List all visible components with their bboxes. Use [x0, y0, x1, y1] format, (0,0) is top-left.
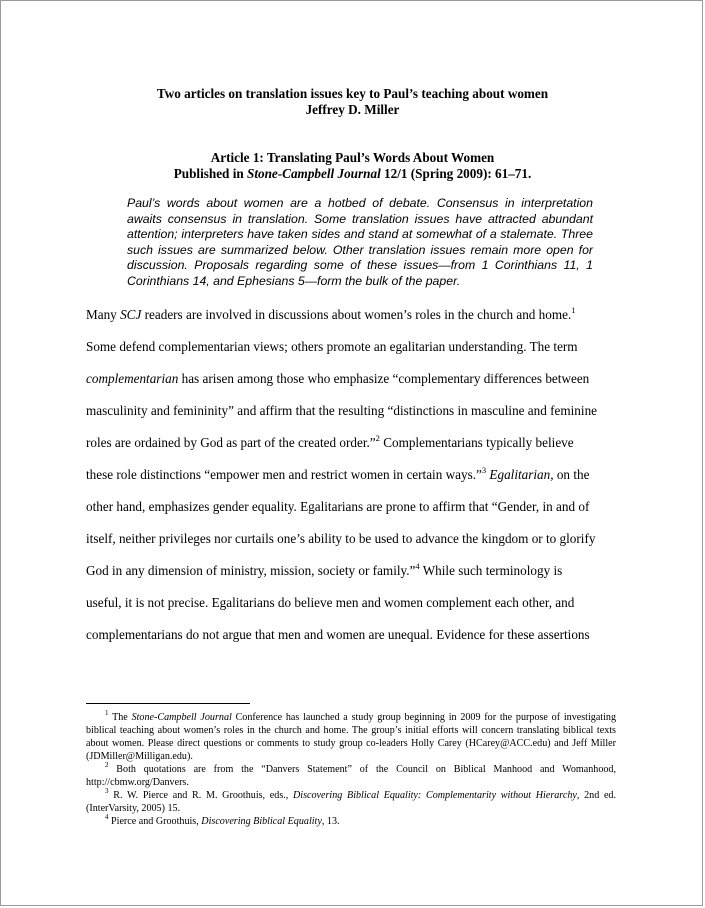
text-run: , 2nd ed. (InterVarsity, 2005) 15. — [86, 790, 617, 814]
text-run: these role distinctions “empower men and restrict women in certain ways.” — [86, 467, 482, 482]
footnotes — [86, 708, 617, 828]
text-run: R. W. Pierce and R. M. Groothuis, eds., — [108, 790, 293, 801]
abstract-text: Paul’s words about women are a hotbed of debate. Consensus in interpretation awaits consensus in translation. Some translation issues have attracted abundant attention; interpreters have taken sides and stand at somewhat of a stalemate. Three such issues are summarized below. Other translation issues remain more open for discussion. Proposals regarding some of these issues—from 1 Corinthians 11, 1 Corinthians 14, and Ephesians 5—form the bulk of the paper. — [127, 196, 593, 288]
text-run: other hand, emphasizes gender equality. Egalitarians are prone to affirm that “Gender, in and of — [86, 499, 590, 514]
published-prefix: Published in — [173, 166, 247, 181]
body-line — [86, 530, 622, 547]
footnote-ref[interactable]: 3 — [481, 464, 487, 475]
body-line — [86, 338, 622, 355]
text-run: Many — [86, 307, 121, 322]
footnote-number: 2 — [105, 760, 109, 769]
text-run: While such terminology is — [419, 563, 563, 578]
footnote-ref[interactable]: 1 — [571, 304, 576, 315]
footnote-separator — [86, 703, 250, 704]
text-run-italic: SCJ — [120, 307, 142, 322]
footnote-number: 1 — [105, 708, 109, 717]
body-line — [86, 402, 622, 419]
body-line — [86, 562, 622, 579]
text-run: Both quotations are from the “Danvers Statement” of the Council on Biblical Manhood and Womanhood, http://cbmw.org/Danvers. — [86, 764, 616, 788]
footnote-number: 3 — [105, 786, 109, 795]
text-run: The — [108, 712, 132, 723]
paper-title: Two articles on translation issues key to Paul’s teaching about women — [156, 86, 549, 101]
body-line — [86, 626, 622, 643]
abstract — [127, 196, 593, 290]
text-run-italic: Stone-Campbell Journal — [131, 712, 232, 723]
footnote-number: 4 — [105, 812, 109, 821]
body-line — [86, 370, 622, 387]
text-run: complementarians do not argue that men and women are unequal. Evidence for these assertions — [86, 627, 590, 642]
footnote-1 — [86, 708, 617, 763]
text-run: Some defend complementarian views; others promote an egalitarian understanding. The term — [86, 339, 578, 354]
published-suffix: 12/1 (Spring 2009): 61–71. — [380, 166, 532, 181]
body-line — [86, 594, 622, 611]
text-run: useful, it is not precise. Egalitarians do believe men and women complement each other, and — [86, 595, 575, 610]
text-run: Pierce and Groothuis, — [108, 816, 202, 827]
text-run: itself, neither privileges nor curtails one’s ability to be used to advance the kingdom or to glorify — [86, 531, 596, 546]
footnote-ref[interactable]: 2 — [375, 432, 380, 443]
text-run-italic: Discovering Biblical Equality: Complementarity without Hierarchy — [293, 790, 577, 801]
publication-line — [1, 166, 704, 182]
text-run-italic: Egalitarian, — [486, 467, 554, 482]
text-run: God in any dimension of ministry, mission, society or family.” — [86, 563, 416, 578]
footnote-ref[interactable]: 4 — [415, 560, 420, 571]
author-name: Jeffrey D. Miller — [305, 102, 400, 117]
body-line — [86, 306, 622, 323]
text-run: on the — [553, 467, 590, 482]
body-line — [86, 434, 622, 451]
body-line — [86, 498, 622, 515]
text-run: roles are ordained by God as part of the created order.” — [86, 435, 376, 450]
footnote-2 — [86, 760, 616, 789]
article-heading: Article 1: Translating Paul’s Words About Women — [210, 150, 495, 165]
footnote-4 — [86, 812, 616, 828]
footnote-3 — [86, 786, 617, 815]
text-run: has arisen among those who emphasize “complementary differences between — [178, 371, 590, 386]
text-run-italic: complementarian — [86, 371, 179, 386]
text-run: , 13. — [321, 816, 340, 827]
text-run: masculinity and femininity” and affirm that the resulting “distinctions in masculine and feminine — [86, 403, 598, 418]
body-line — [86, 466, 622, 483]
text-run-italic: Discovering Biblical Equality — [201, 816, 322, 827]
text-run: Complementarians typically believe — [379, 435, 574, 450]
text-run: Conference has launched a study group beginning in 2009 for the purpose of investigating biblical teaching about women’s roles in the church and home. The group’s initial efforts will concern translating biblical texts about women. Please direct questions or comments to study group co-leaders Holly Carey (HCarey@ACC.edu) and Jeff Miller (JDMiller@Milligan.edu). — [86, 712, 617, 762]
journal-name: Stone-Campbell Journal — [247, 166, 381, 181]
text-run: readers are involved in discussions about women’s roles in the church and home. — [141, 307, 572, 322]
